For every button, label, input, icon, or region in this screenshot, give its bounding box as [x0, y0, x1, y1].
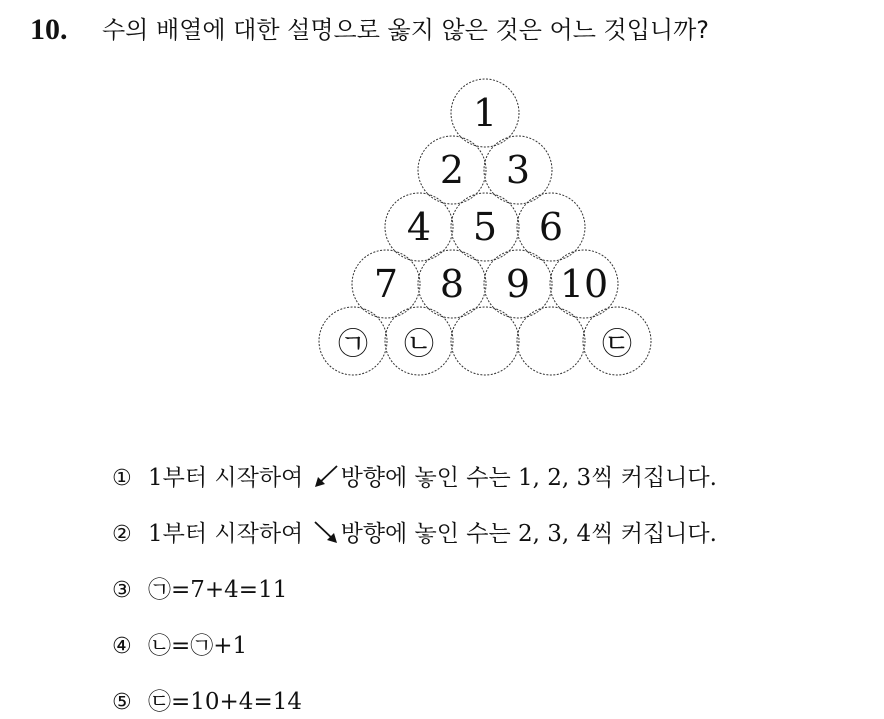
circle-number: 10 [559, 262, 609, 306]
circle-number: 6 [538, 205, 564, 249]
circle-number: 4 [406, 205, 432, 249]
circle-number: 2 [439, 148, 465, 192]
down-right-arrow-icon [313, 520, 339, 544]
choice-1[interactable] [112, 462, 717, 495]
choice-text-post: 방향에 놓인 수는 1, 2, 3씩 커집니다. [340, 465, 717, 491]
unknown-marker: ㉠ [338, 327, 368, 362]
question-text: 수의 배열에 대한 설명으로 옳지 않은 것은 어느 것입니까? [102, 16, 709, 44]
circle-number: 1 [472, 91, 498, 135]
choice-number: ⑤ [112, 690, 132, 715]
choice-3[interactable] [112, 574, 287, 607]
circle-number: 7 [373, 262, 399, 306]
circle-number: 9 [505, 262, 531, 306]
circle-number: 5 [472, 205, 498, 249]
choice-number: ① [112, 466, 132, 491]
choice-number: ② [112, 522, 132, 547]
down-left-arrow-icon [313, 464, 339, 488]
choice-text: ㉡=㉠+1 [148, 633, 248, 659]
circle-number: 8 [439, 262, 465, 306]
question-number: 10. [30, 13, 68, 46]
unknown-marker: ㉡ [404, 327, 434, 362]
choice-text-pre: 1부터 시작하여 [148, 521, 304, 547]
choice-2[interactable] [112, 518, 717, 551]
choice-text: ㉢=10+4=14 [148, 689, 302, 715]
choice-number: ④ [112, 634, 132, 659]
choice-4[interactable] [112, 630, 247, 663]
number-circle [451, 307, 519, 375]
choice-text-post: 방향에 놓인 수는 2, 3, 4씩 커집니다. [340, 521, 717, 547]
choice-text-pre: 1부터 시작하여 [148, 465, 304, 491]
choice-5[interactable] [112, 686, 302, 719]
choice-text: ㉠=7+4=11 [148, 577, 288, 603]
unknown-marker: ㉢ [602, 327, 632, 362]
number-circle [517, 307, 585, 375]
choice-number: ③ [112, 578, 132, 603]
circle-number: 3 [505, 148, 531, 192]
